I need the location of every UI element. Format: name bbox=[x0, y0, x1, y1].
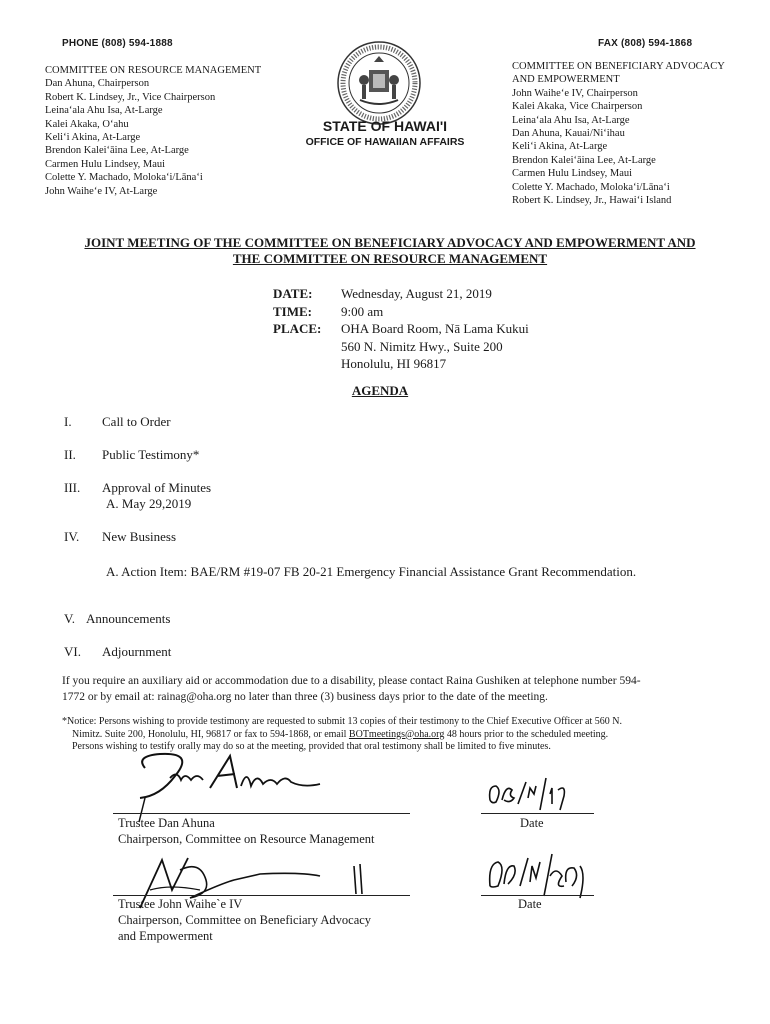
date-line bbox=[481, 813, 594, 814]
committee-bae-heading: AND EMPOWERMENT bbox=[512, 74, 620, 86]
date-label: DATE: bbox=[273, 286, 313, 301]
place-value: 560 N. Nimitz Hwy., Suite 200 bbox=[341, 338, 503, 354]
agenda-item: Call to Order bbox=[102, 414, 171, 429]
place-label: PLACE: bbox=[273, 321, 322, 336]
committee-bae-member: Kalei Akaka, Vice Chairperson bbox=[512, 101, 643, 113]
committee-bae-member: John Waiheʻe IV, Chairperson bbox=[512, 87, 638, 99]
agenda-item: Announcements bbox=[86, 611, 171, 626]
signer-name: Trustee Dan Ahuna bbox=[118, 816, 215, 830]
agenda-item: Public Testimony* bbox=[102, 447, 200, 462]
agenda-item-number: VI. bbox=[64, 644, 81, 659]
state-name: STATE OF HAWAI'I bbox=[322, 118, 448, 134]
agenda-item: New Business bbox=[102, 529, 177, 544]
agenda-item-number: III. bbox=[64, 480, 81, 495]
committee-rm-member: Leinaʻala Ahu Isa, At-Large bbox=[45, 105, 163, 117]
notice-email-link[interactable]: BOTmeetings@oha.org bbox=[348, 728, 445, 740]
committee-bae-member: Colette Y. Machado, Molokaʻi/Lānaʻi bbox=[512, 181, 670, 193]
committee-bae-member: Leinaʻala Ahu Isa, At-Large bbox=[512, 114, 630, 126]
committee-rm-member: Brendon Kaleiʻāina Lee, At-Large bbox=[45, 145, 189, 157]
agenda-item-number: I. bbox=[64, 414, 72, 429]
committee-bae-member: Carmen Hulu Lindsey, Maui bbox=[512, 168, 633, 180]
signer-title: and Empowerment bbox=[118, 929, 213, 943]
agenda-item-number: V. bbox=[64, 611, 75, 626]
meeting-title bbox=[40, 235, 740, 267]
committee-bae-member: Keliʻi Akina, At-Large bbox=[512, 141, 608, 153]
committee-bae-roster bbox=[512, 60, 752, 207]
notice-line: Persons wishing to testify orally may do so at the meeting, provided that oral testimony shall be limited to five minutes. bbox=[72, 741, 551, 752]
date-label: Date bbox=[520, 816, 544, 830]
time-label: TIME: bbox=[273, 303, 312, 319]
accommodation-notice bbox=[62, 674, 752, 705]
place-value: Honolulu, HI 96817 bbox=[341, 356, 447, 371]
accommodation-line: If you require an auxiliary aid or accommodation due to a disability, please contact Raina Gushiken at telephone number 594- bbox=[62, 675, 641, 687]
agenda-item-number: II. bbox=[64, 447, 76, 462]
signer-title: Chairperson, Committee on Resource Management bbox=[118, 832, 375, 846]
committee-rm-member: Carmen Hulu Lindsey, Maui bbox=[45, 158, 166, 170]
agenda-item: Approval of Minutes bbox=[102, 480, 212, 495]
committee-rm-member: Robert K. Lindsey, Jr., Vice Chairperson bbox=[45, 91, 216, 103]
fax-number: FAX (808) 594-1868 bbox=[598, 38, 693, 49]
committee-rm-heading: COMMITTEE ON RESOURCE MANAGEMENT bbox=[45, 65, 262, 76]
agenda-item-number: IV. bbox=[64, 529, 80, 544]
agenda-subitem: A. Action Item: BAE/RM #19-07 FB 20-21 Emergency Financial Assistance Grant Recommendation. bbox=[106, 564, 637, 579]
committee-rm-member: Kalei Akaka, Oʻahu bbox=[45, 118, 129, 130]
committee-bae-member: Robert K. Lindsey, Jr., Hawaiʻi Island bbox=[512, 195, 672, 207]
committee-rm-member: Colette Y. Machado, Molokaʻi/Lānaʻi bbox=[45, 172, 203, 184]
committee-rm-member: Dan Ahuna, Chairperson bbox=[45, 78, 150, 90]
handwritten-date-1 bbox=[484, 776, 574, 814]
date-label: Date bbox=[518, 897, 542, 911]
meeting-title-line: THE COMMITTEE ON RESOURCE MANAGEMENT bbox=[232, 251, 548, 266]
notice-line: *Notice: Persons wishing to provide testimony are requested to submit 13 copies of their testimony to the Chief Executive Officer at 560 N. bbox=[62, 716, 622, 727]
committee-rm-member: Keliʻi Akina, At-Large bbox=[45, 132, 141, 144]
notice-text: 48 hours prior to the scheduled meeting. bbox=[444, 728, 609, 740]
committee-bae-heading: COMMITTEE ON BENEFICIARY ADVOCACY bbox=[512, 61, 725, 72]
meeting-title-line: JOINT MEETING OF THE COMMITTEE ON BENEFICIARY ADVOCACY AND EMPOWERMENT AND bbox=[84, 235, 696, 250]
signature-line bbox=[113, 813, 410, 814]
agenda-heading: AGENDA bbox=[351, 383, 409, 398]
place-value: OHA Board Room, Nā Lama Kukui bbox=[341, 321, 529, 336]
committee-rm-member: John Waiheʻe IV, At-Large bbox=[45, 185, 158, 197]
notice-line bbox=[62, 729, 762, 742]
office-name: OFFICE OF HAWAIIAN AFFAIRS bbox=[305, 136, 465, 148]
accommodation-line: 1772 or by email at: rainag@oha.org no later than three (3) business days prior to the date of the meeting. bbox=[62, 690, 548, 703]
signature-dan-ahuna bbox=[115, 748, 345, 823]
agenda-item: Adjournment bbox=[102, 644, 172, 659]
time-value: 9:00 am bbox=[341, 303, 384, 319]
state-seal-icon bbox=[336, 40, 422, 126]
committee-bae-member: Brendon Kaleiʻāina Lee, At-Large bbox=[512, 154, 656, 166]
meeting-details bbox=[273, 285, 573, 375]
notice-text: Nimitz. Suite 200, Honolulu, HI, 96817 or fax to 594-1868, or email bbox=[72, 728, 349, 740]
signer-title: Chairperson, Committee on Beneficiary Advocacy bbox=[118, 913, 372, 927]
committee-bae-member: Dan Ahuna, Kauai/Niʻihau bbox=[512, 128, 625, 140]
phone-number: PHONE (808) 594-1888 bbox=[62, 38, 173, 49]
signer-name: Trustee John Waihe`e IV bbox=[118, 897, 243, 911]
committee-rm-roster bbox=[45, 64, 295, 198]
date-value: Wednesday, August 21, 2019 bbox=[341, 286, 492, 301]
agenda-subitem: A. May 29,2019 bbox=[106, 496, 192, 511]
